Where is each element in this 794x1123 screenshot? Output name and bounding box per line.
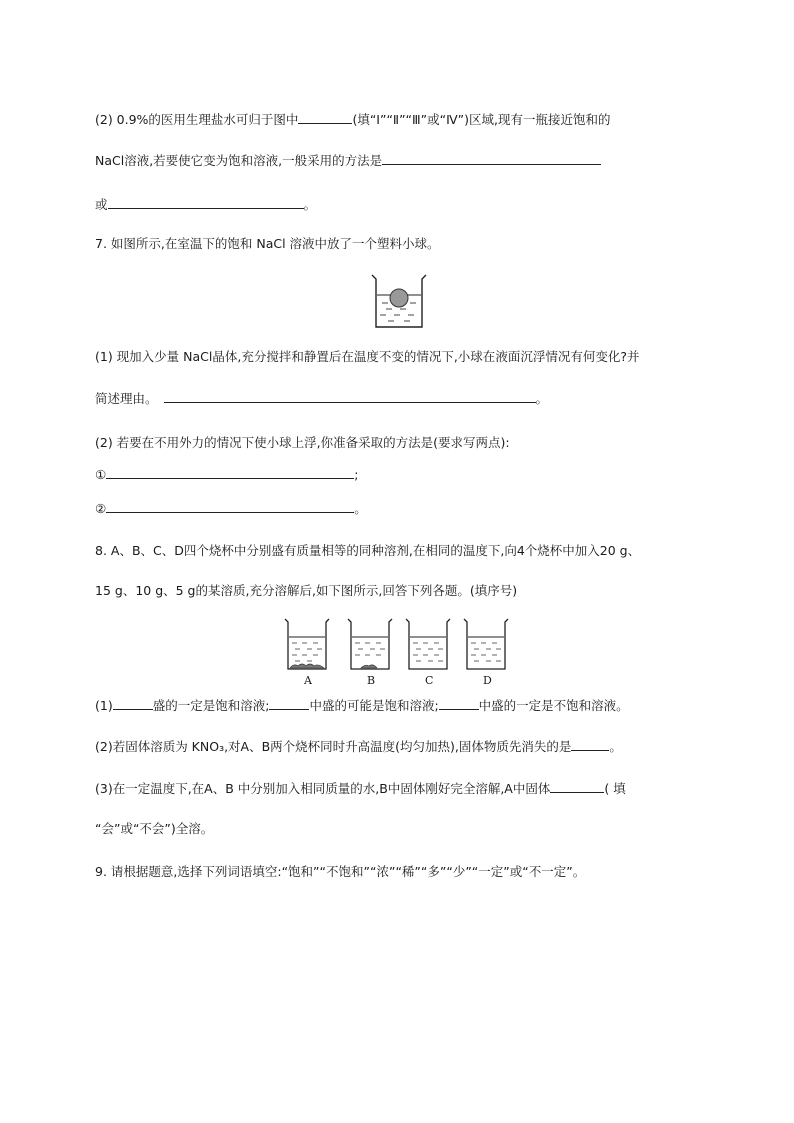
q7-part1-line1: (1) 现加入少量 NaCl晶体,充分搅拌和静置后在温度不变的情况下,小球在液面沉浮情况有何变化?并: [95, 349, 640, 364]
answer-blank[interactable]: [108, 196, 304, 209]
q8-part3-line1: (3)在一定温度下,在A、B 中分别加入相同质量的水,B中固体刚好完全溶解,A中固体 ( 填: [95, 781, 626, 796]
q7-stem: 7. 如图所示,在室温下的饱和 NaCl 溶液中放了一个塑料小球。: [95, 236, 440, 251]
answer-blank[interactable]: [382, 152, 601, 165]
answer-blank[interactable]: [269, 697, 309, 710]
beaker-d: [464, 619, 508, 669]
answer-blank[interactable]: [106, 466, 354, 479]
answer-blank[interactable]: [298, 111, 352, 124]
q8-part3-line2: “会”或“不会”)全溶。: [95, 821, 214, 836]
plastic-ball: [390, 289, 408, 307]
q7-part2: (2) 若要在不用外力的情况下使小球上浮,你准备采取的方法是(要求写两点):: [95, 435, 510, 450]
q8-stem-line1: 8. A、B、C、D四个烧杯中分别盛有质量相等的同种溶剂,在相同的温度下,向4个烧杯中加入20 g、: [95, 543, 641, 558]
q7-part1-line2: 简述理由。 。: [95, 391, 549, 406]
answer-blank[interactable]: [439, 697, 479, 710]
q8-part1: (1) 盛的一定是饱和溶液; 中盛的可能是饱和溶液; 中盛的一定是不饱和溶液。: [95, 698, 629, 713]
beaker-with-ball-figure: [368, 273, 430, 331]
q9-stem: 9. 请根据题意,选择下列词语填空:“饱和”“不饱和”“浓”“稀”“多”“少”“一定”或“不一定”。: [95, 864, 586, 879]
q7-point2: ② 。: [95, 501, 367, 516]
q6-line2: NaCl溶液,若要使它变为饱和溶液,一般采用的方法是: [95, 152, 601, 169]
beaker-b: [348, 619, 392, 669]
answer-blank[interactable]: [106, 500, 354, 513]
q6-line1: (2) 0.9%的医用生理盐水可归于图中 (填“Ⅰ”“Ⅱ”“Ⅲ”或“Ⅳ”)区域,现有一瓶接近饱和的: [95, 112, 611, 127]
beaker-a: [285, 619, 329, 669]
beaker-label-a: A: [304, 674, 312, 687]
q6-line3: 或 。: [95, 197, 317, 212]
q8-stem-line2: 15 g、10 g、5 g的某溶质,充分溶解后,如下图所示,回答下列各题。(填序号): [95, 583, 518, 598]
answer-blank[interactable]: [164, 390, 536, 403]
undissolved-solid-b: [361, 665, 377, 668]
answer-blank[interactable]: [550, 780, 604, 793]
q8-part2: (2)若固体溶质为 KNO₃,对A、B两个烧杯同时升高温度(均匀加热),固体物质先消失的是 。: [95, 739, 622, 754]
q7-point1: ① ;: [95, 467, 359, 482]
answer-blank[interactable]: [113, 697, 153, 710]
beaker-c: [406, 619, 450, 669]
answer-blank[interactable]: [571, 738, 609, 751]
beaker-label-d: D: [483, 674, 492, 687]
beaker-label-c: C: [425, 674, 434, 687]
beaker-label-b: B: [367, 674, 376, 687]
four-beakers-figure: [280, 617, 512, 691]
